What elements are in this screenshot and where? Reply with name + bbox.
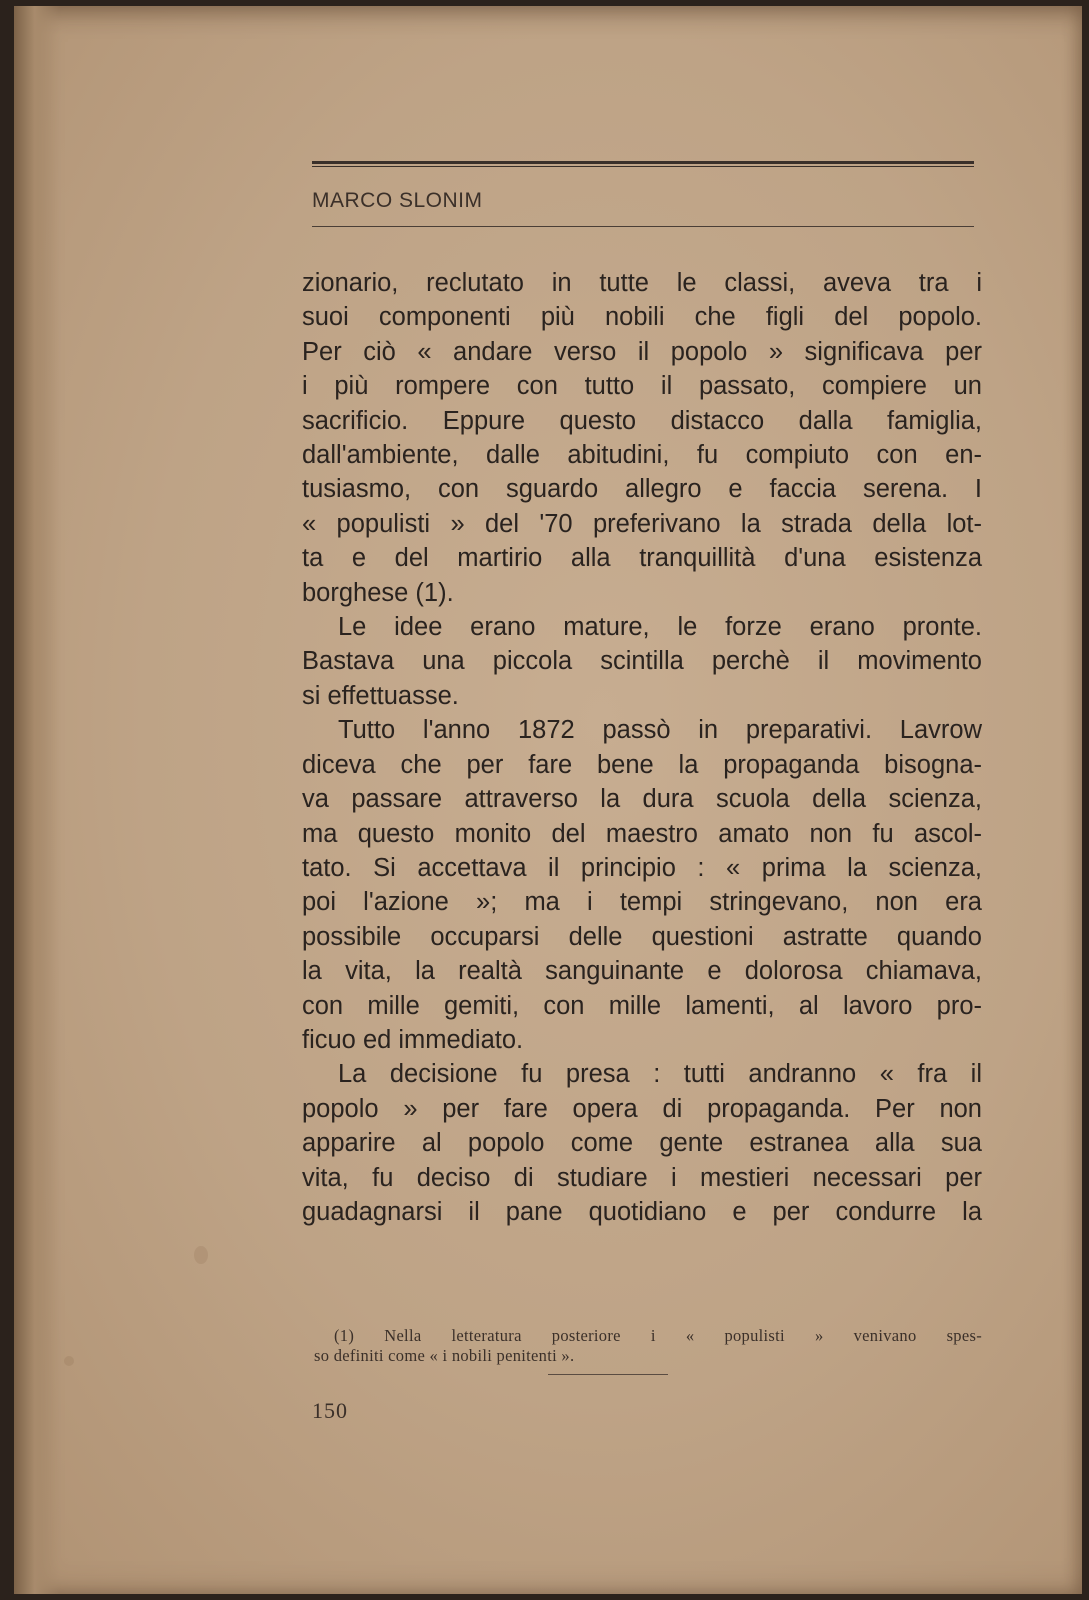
text-line: i più rompere con tutto il passato, compiere un	[302, 372, 982, 401]
page-number: 150	[312, 1398, 348, 1423]
text-line: zionario, reclutato in tutte le classi, aveva tra i	[302, 269, 982, 297]
header-rule	[312, 226, 974, 227]
text-line: ta e del martirio alla tranquillità d'una esistenza	[302, 544, 982, 573]
text-line: ficuo ed immediato.	[302, 1025, 524, 1054]
text-line: dall'ambiente, dalle abitudini, fu compiuto con en-	[302, 441, 982, 470]
footnote	[314, 1326, 982, 1366]
text-line: sacrificio. Eppure questo distacco dalla famiglia,	[302, 406, 982, 435]
text-line: Bastava una piccola scintilla perchè il movimento	[302, 647, 982, 676]
text-line: diceva che per fare bene la propaganda bisogna-	[302, 750, 982, 779]
paper-stain	[194, 1246, 208, 1264]
text-line: borghese (1).	[302, 578, 454, 607]
body-text	[302, 266, 982, 1229]
text-line: popolo » per fare opera di propaganda. Per non	[302, 1094, 982, 1123]
paragraph-start-line: La decisione fu presa : tutti andranno « fra il	[338, 1060, 982, 1089]
text-line: la vita, la realtà sanguinante e dolorosa chiamava,	[302, 957, 982, 986]
running-head: MARCO SLONIM	[312, 189, 483, 212]
footnote-line: so definiti come « i nobili penitenti ».	[314, 1346, 575, 1365]
book-page	[14, 6, 1082, 1594]
paragraph-start-line: Le idee erano mature, le forze erano pronte.	[338, 613, 982, 642]
text-line: poi l'azione »; ma i tempi stringevano, non era	[302, 888, 982, 917]
header-double-rule	[312, 161, 974, 167]
text-line: con mille gemiti, con mille lamenti, al lavoro pro-	[302, 991, 982, 1020]
text-line: si effettuasse.	[302, 681, 459, 710]
text-line: « populisti » del '70 preferivano la strada della lot-	[302, 509, 982, 538]
text-line: vita, fu deciso di studiare i mestieri necessari per	[302, 1163, 982, 1192]
text-line: tusiasmo, con sguardo allegro e faccia serena. I	[302, 475, 982, 504]
text-line: apparire al popolo come gente estranea alla sua	[302, 1129, 982, 1158]
footnote-rule	[548, 1374, 668, 1375]
text-line: va passare attraverso la dura scuola della scienza,	[302, 785, 982, 814]
text-line: tato. Si accettava il principio : « prima la scienza,	[302, 853, 982, 882]
text-line: Per ciò « andare verso il popolo » significava per	[302, 337, 982, 366]
footnote-line: (1) Nella letteratura posteriore i « populisti » venivano spes-	[334, 1326, 982, 1345]
page-gutter-shadow	[14, 6, 60, 1594]
text-line: ma questo monito del maestro amato non fu ascol-	[302, 819, 982, 848]
paper-stain	[64, 1356, 74, 1366]
text-line: possibile occuparsi delle questioni astratte quando	[302, 922, 982, 951]
paragraph-start-line: Tutto l'anno 1872 passò in preparativi. Lavrow	[338, 716, 982, 745]
text-line: guadagnarsi il pane quotidiano e per condurre la	[302, 1197, 982, 1226]
text-line: suoi componenti più nobili che figli del popolo.	[302, 303, 982, 332]
